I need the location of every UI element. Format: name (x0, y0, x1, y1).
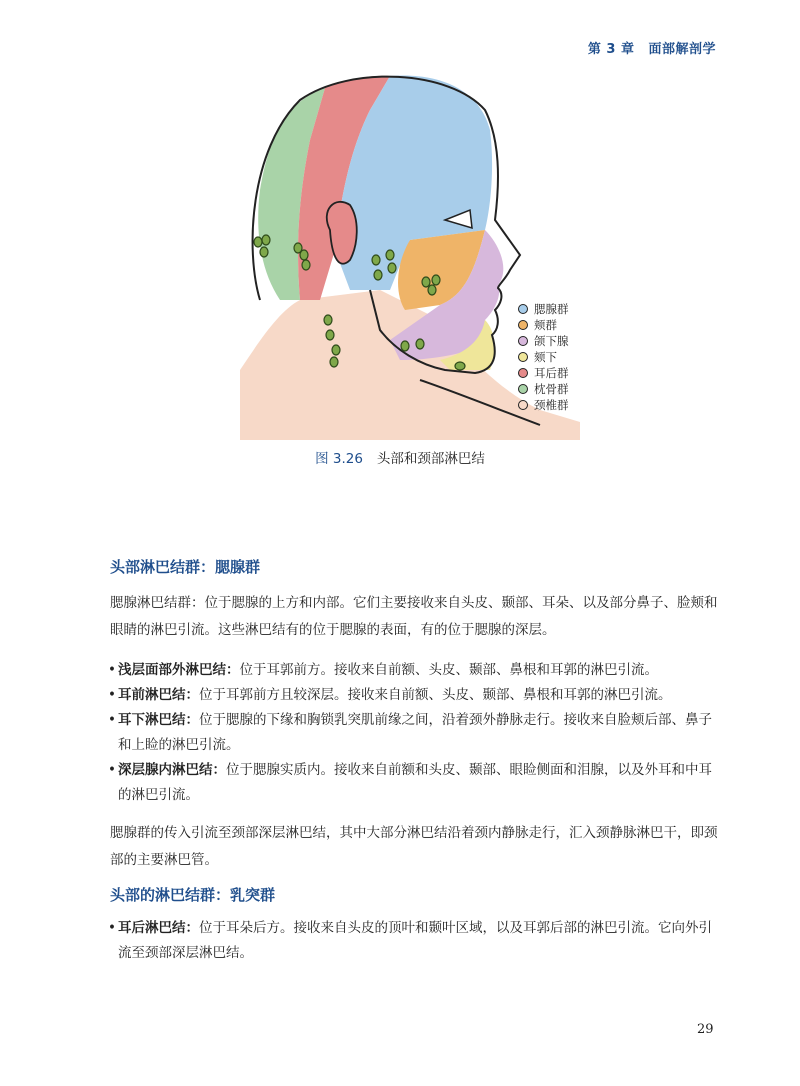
bullet-term: 深层腺内淋巴结： (118, 762, 226, 778)
legend-item (518, 333, 569, 349)
legend-label: 耳后群 (534, 366, 569, 380)
figure-caption (0, 447, 800, 467)
running-head (588, 38, 716, 57)
mastoid-node-list (108, 916, 720, 966)
intro-paragraph: 腮腺淋巴结群：位于腮腺的上方和内部。它们主要接收来自头皮、颞部、耳朵、以及部分鼻子、脸颊和眼睛的淋巴引流。这些淋巴结有的位于腮腺的表面，有的位于腮腺的深层。 (110, 595, 718, 638)
legend-item (518, 349, 569, 365)
legend-dot-icon (518, 304, 528, 314)
legend-item (518, 397, 569, 413)
list-item (108, 658, 720, 683)
chapter-title: 面部解剖学 (648, 42, 716, 57)
figure-legend (518, 301, 569, 413)
figure-caption-text: 头部和颈部淋巴结 (376, 451, 485, 467)
closing-paragraph: 腮腺群的传入引流至颈部深层淋巴结，其中大部分淋巴结沿着颈内静脉走行，汇入颈静脉淋巴干，即颈部的主要淋巴管。 (110, 825, 718, 868)
legend-label: 颏下 (534, 350, 557, 364)
section-title-parotid: 头部淋巴结群：腮腺群 (110, 558, 261, 576)
list-item (108, 708, 720, 758)
list-item (108, 683, 720, 708)
bullet-term: 耳前淋巴结： (118, 687, 199, 703)
parotid-node-list (108, 658, 720, 808)
legend-item (518, 381, 569, 397)
legend-dot-icon (518, 400, 528, 410)
legend-item (518, 365, 569, 381)
bullet-term: 耳下淋巴结： (118, 712, 199, 728)
legend-item (518, 301, 569, 317)
list-item (108, 758, 720, 808)
bullet-term: 耳后淋巴结： (118, 920, 199, 936)
legend-dot-icon (518, 320, 528, 330)
legend-dot-icon (518, 336, 528, 346)
list-item (108, 916, 720, 966)
legend-label: 颊群 (534, 318, 557, 332)
legend-label: 枕骨群 (534, 382, 569, 396)
legend-label: 颌下腺 (534, 334, 569, 348)
legend-dot-icon (518, 352, 528, 362)
bullet-text: 位于腮腺的下缘和胸锁乳突肌前缘之间，沿着颈外静脉走行。接收来自脸颊后部、鼻子和上睑的淋巴引流。 (118, 712, 712, 753)
legend-label: 颈椎群 (534, 398, 569, 412)
bullet-text: 位于耳朵后方。接收来自头皮的顶叶和颞叶区域，以及耳郭后部的淋巴引流。它向外引流至颈部深层淋巴结。 (118, 920, 712, 961)
bullet-term: 浅层面部外淋巴结： (118, 662, 240, 678)
bullet-text: 位于耳郭前方且较深层。接收来自前额、头皮、颞部、鼻根和耳郭的淋巴引流。 (199, 687, 672, 703)
legend-item (518, 317, 569, 333)
figure-number: 图 3.26 (315, 451, 363, 467)
page-number: 29 (697, 1022, 714, 1037)
chapter-number: 第 3 章 (587, 42, 635, 57)
bullet-text: 位于腮腺实质内。接收来自前额和头皮、颞部、眼睑侧面和泪腺，以及外耳和中耳的淋巴引流。 (118, 762, 712, 803)
section-title-mastoid: 头部的淋巴结群：乳突群 (110, 886, 276, 904)
legend-dot-icon (518, 368, 528, 378)
legend-dot-icon (518, 384, 528, 394)
bullet-text: 位于耳郭前方。接收来自前额、头皮、颞部、鼻根和耳郭的淋巴引流。 (239, 662, 658, 678)
legend-label: 腮腺群 (534, 302, 569, 316)
